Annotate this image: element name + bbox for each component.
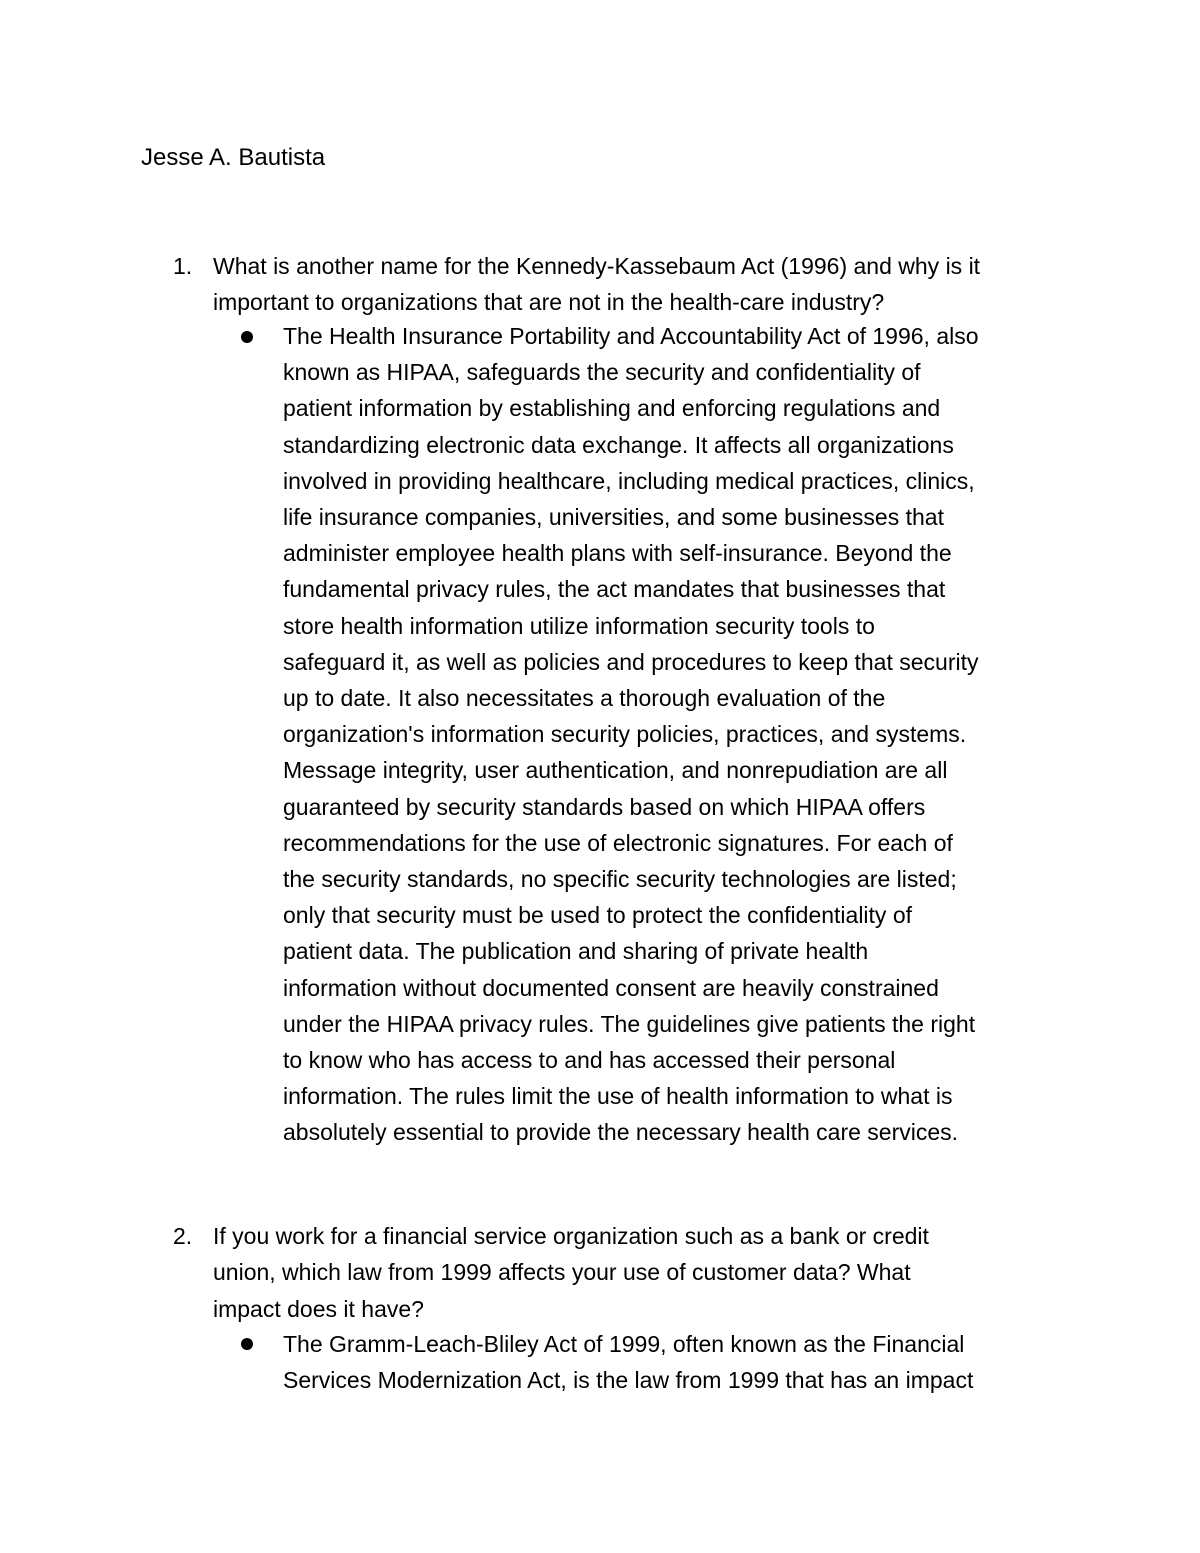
bullet-icon [241,1338,253,1350]
question-line: impact does it have? [213,1295,424,1322]
answer-line: information. The rules limit the use of health information to what is [283,1083,953,1110]
answer-line: safeguard it, as well as policies and procedures to keep that security [283,648,979,675]
answer-line: The Health Insurance Portability and Accountability Act of 1996, also [283,323,979,349]
answer-line: patient data. The publication and sharing of private health [283,938,869,965]
answer-line: known as HIPAA, safeguards the security and confidentiality of [283,359,921,386]
answer-line: the security standards, no specific security technologies are listed; [283,866,957,893]
answer-line: up to date. It also necessitates a thorough evaluation of the [283,685,886,712]
answer-2-text [283,1326,1083,1398]
answer-line: store health information utilize information security tools to [283,612,875,639]
answer-line: The Gramm-Leach-Bliley Act of 1999, often known as the Financial [283,1331,965,1357]
question-line: important to organizations that are not in the health-care industry? [213,289,885,316]
answer-line: information without documented consent are heavily constrained [283,974,939,1001]
answer-line: absolutely essential to provide the necessary health care services. [283,1119,959,1146]
answer-line: under the HIPAA privacy rules. The guidelines give patients the right [283,1010,976,1037]
answer-line: administer employee health plans with self-insurance. Beyond the [283,540,952,567]
question-1-number: 1. [173,253,193,279]
answer-line: standardizing electronic data exchange. It affects all organizations [283,431,954,458]
question-2-text [213,1218,1093,1327]
answer-line: recommendations for the use of electronic signatures. For each of [283,829,953,856]
question-2-number: 2. [173,1223,193,1249]
answer-1-text [283,318,1083,1151]
question-line: union, which law from 1999 affects your use of customer data? What [213,1259,911,1286]
question-line: What is another name for the Kennedy-Kassebaum Act (1996) and why is it [213,253,981,279]
answer-line: guaranteed by security standards based on which HIPAA offers [283,793,926,820]
answer-line: fundamental privacy rules, the act mandates that businesses that [283,576,946,603]
author-name: Jesse A. Bautista [141,144,326,171]
question-line: If you work for a financial service organization such as a bank or credit [213,1223,929,1249]
answer-line: Message integrity, user authentication, and nonrepudiation are all [283,757,948,784]
answer-line: life insurance companies, universities, and some businesses that [283,504,944,531]
answer-line: organization's information security policies, practices, and systems. [283,721,967,748]
answer-line: Services Modernization Act, is the law from 1999 that has an impact [283,1367,974,1394]
answer-line: patient information by establishing and enforcing regulations and [283,395,941,422]
answer-line: involved in providing healthcare, including medical practices, clinics, [283,467,975,494]
bullet-icon [241,331,253,343]
question-1-text [213,248,1093,321]
answer-line: only that security must be used to protect the confidentiality of [283,902,913,929]
answer-line: to know who has access to and has accessed their personal [283,1047,896,1074]
